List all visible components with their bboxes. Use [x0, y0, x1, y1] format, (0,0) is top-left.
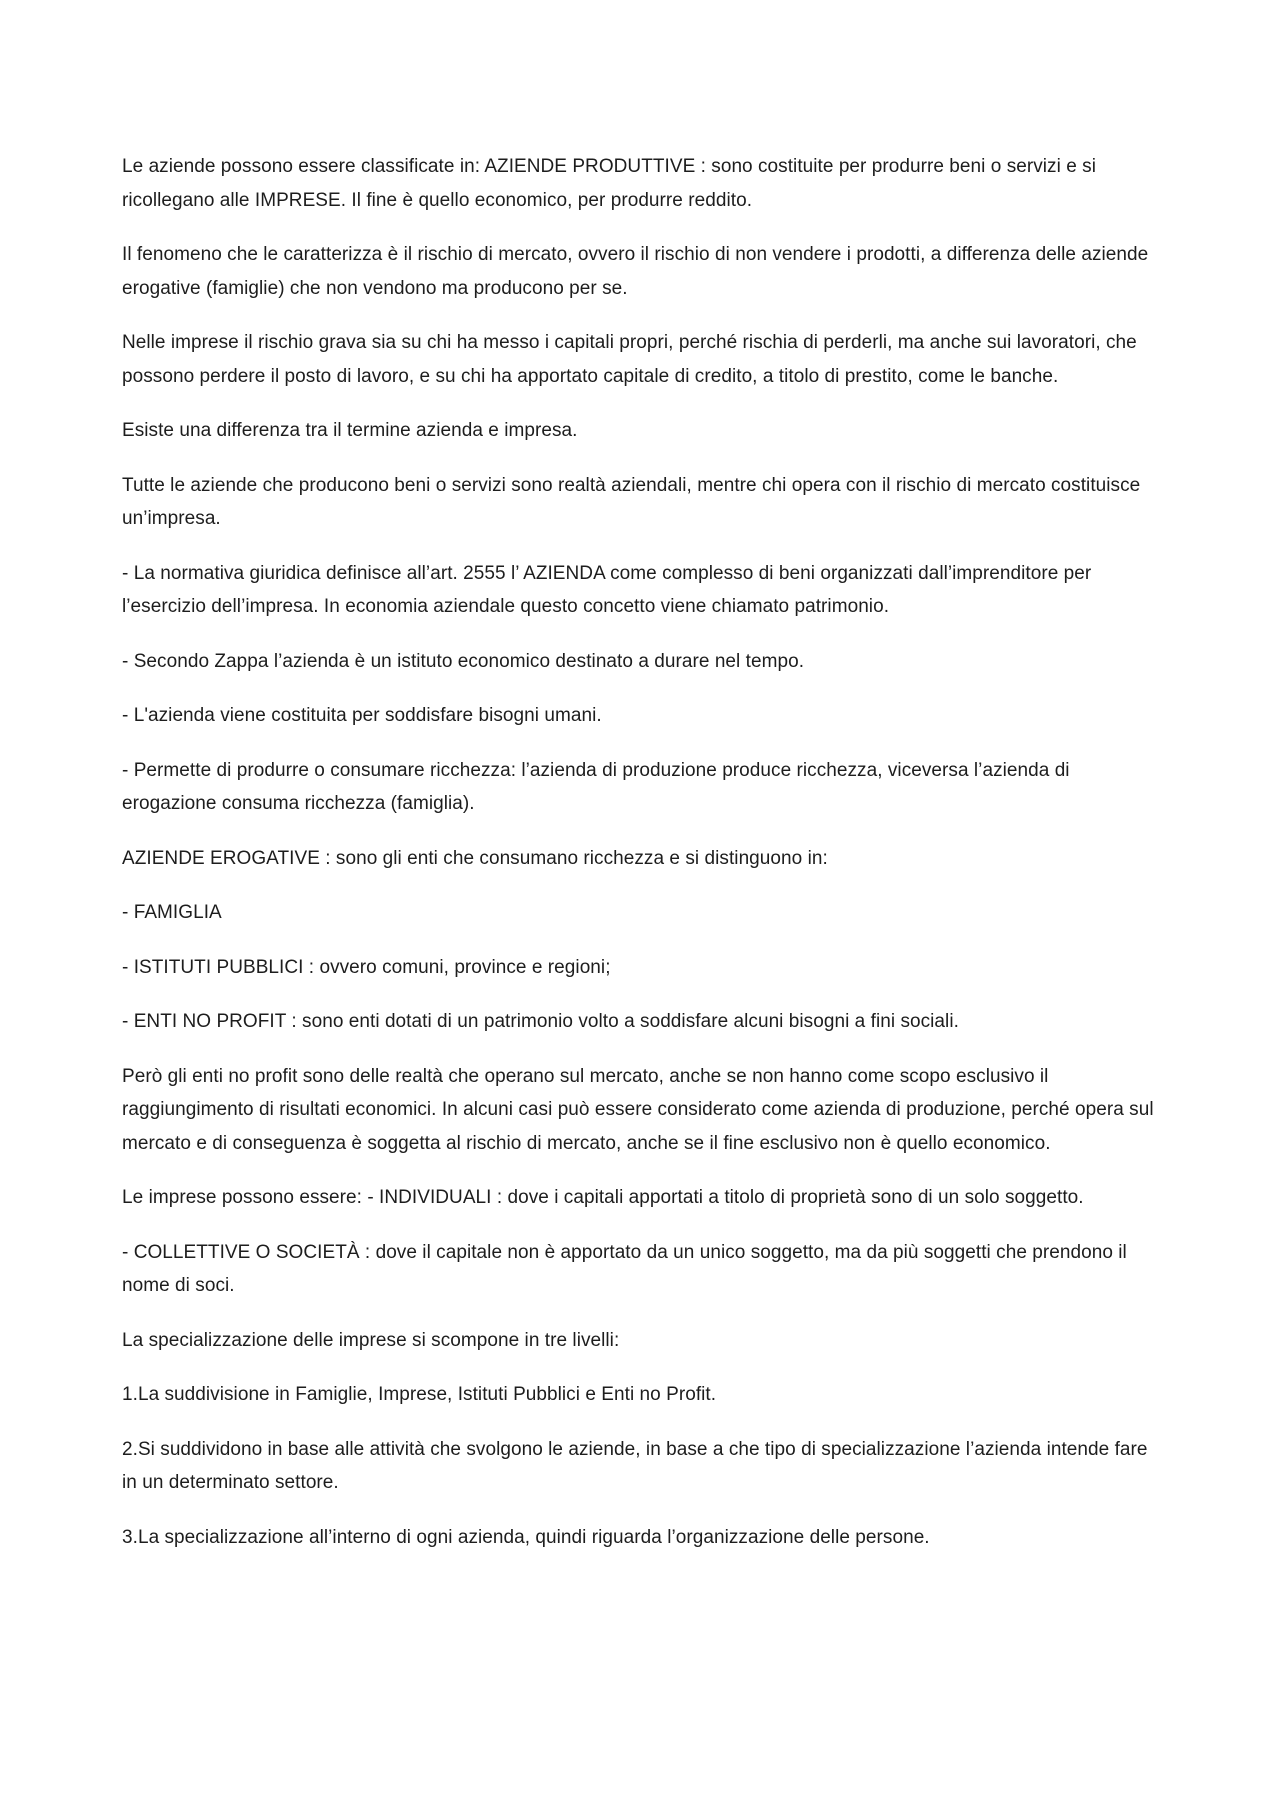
paragraph-aziende-produttive: Le aziende possono essere classificate in: AZIENDE PRODUTTIVE : sono costituite per produrre beni o servizi e si ricollegano alle IMPRESE. Il fine è quello economico, per produrre reddito.	[122, 156, 1096, 211]
paragraph-realta-aziendali: Tutte le aziende che producono beni o servizi sono realtà aziendali, mentre chi opera con il rischio di mercato costituisce un’impresa.	[122, 474, 1141, 529]
paragraph-specializzazione: La specializzazione delle imprese si scompone in tre livelli:	[122, 1329, 620, 1351]
list-item-enti-no-profit: - ENTI NO PROFIT : sono enti dotati di un patrimonio volto a soddisfare alcuni bisogni a fini sociali.	[122, 1011, 959, 1032]
paragraph-imprese-individuali: Le imprese possono essere: - INDIVIDUALI : dove i capitali apportati a titolo di proprietà sono di un solo soggetto.	[122, 1187, 1084, 1208]
paragraph-secondo-zappa: - Secondo Zappa l’azienda è un istituto economico destinato a durare nel tempo.	[122, 650, 805, 672]
list-item-livello-1: 1.La suddivisione in Famiglie, Imprese, Istituti Pubblici e Enti no Profit.	[122, 1384, 717, 1405]
paragraph-rischio-imprese: Nelle imprese il rischio grava sia su chi ha messo i capitali propri, perché rischia di perderli, ma anche sui lavoratori, che possono perdere il posto di lavoro, e su chi ha apportato capitale di credito, a titolo di prestito, come le banche.	[122, 332, 1137, 387]
paragraph-aziende-erogative: AZIENDE EROGATIVE : sono gli enti che consumano ricchezza e si distinguono in:	[122, 847, 828, 869]
paragraph-bisogni-umani: - L'azienda viene costituita per soddisfare bisogni umani.	[122, 705, 602, 726]
list-item-livello-2: 2.Si suddividono in base alle attività che svolgono le aziende, in base a che tipo di specializzazione l’azienda intende fare in un determinato settore.	[122, 1438, 1148, 1493]
paragraph-differenza-azienda-impresa: Esiste una differenza tra il termine azienda e impresa.	[122, 420, 578, 441]
paragraph-imprese-collettive: - COLLETTIVE O SOCIETÀ : dove il capitale non è apportato da un unico soggetto, ma da più soggetti che prendono il nome di soci.	[122, 1241, 1127, 1296]
paragraph-normativa-giuridica: - La normativa giuridica definisce all’art. 2555 l’ AZIENDA come complesso di beni organizzati dall’imprenditore per l’esercizio dell’impresa. In economia aziendale questo concetto viene chiamato patrimonio.	[122, 562, 1092, 617]
list-item-istituti-pubblici: - ISTITUTI PUBBLICI : ovvero comuni, province e regioni;	[122, 956, 611, 978]
paragraph-enti-no-profit-mercato: Però gli enti no profit sono delle realtà che operano sul mercato, anche se non hanno come scopo esclusivo il raggiungimento di risultati economici. In alcuni casi può essere considerato come azienda di produzione, perché opera sul mercato e di conseguenza è soggetta al rischio di mercato, anche se il fine esclusivo non è quello economico.	[122, 1065, 1154, 1154]
paragraph-rischio-di-mercato: Il fenomeno che le caratterizza è il rischio di mercato, ovvero il rischio di non vendere i prodotti, a differenza delle aziende erogative (famiglie) che non vendono ma producono per se.	[122, 244, 1149, 299]
list-item-famiglia: - FAMIGLIA	[122, 902, 222, 923]
paragraph-produrre-consumare: - Permette di produrre o consumare ricchezza: l’azienda di produzione produce ricchezza, viceversa l’azienda di erogazione consuma ricchezza (famiglia).	[122, 759, 1070, 814]
list-item-livello-3: 3.La specializzazione all’interno di ogni azienda, quindi riguarda l’organizzazione delle persone.	[122, 1526, 930, 1548]
